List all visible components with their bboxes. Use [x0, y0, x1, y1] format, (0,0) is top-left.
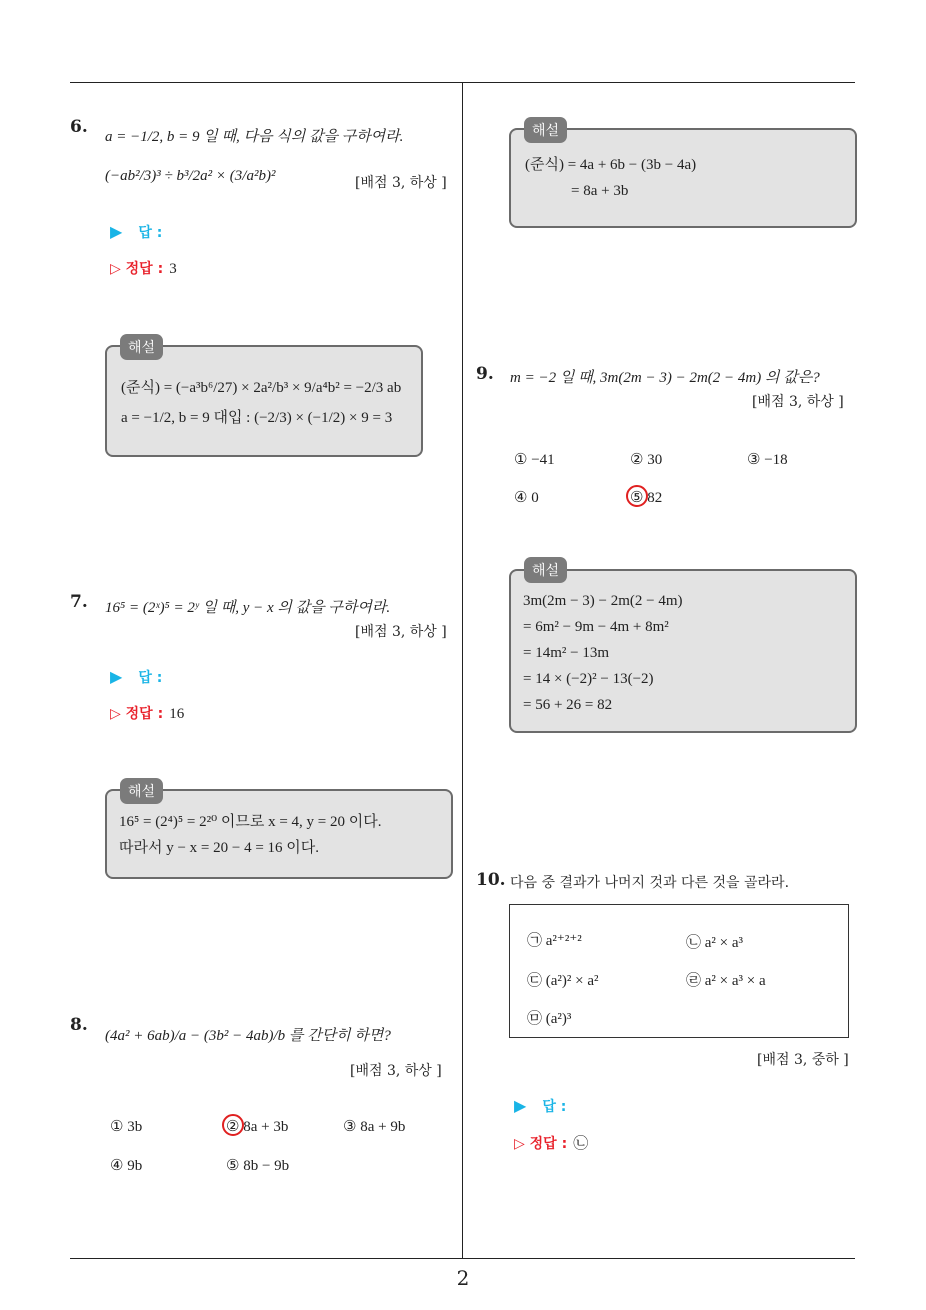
- correct-label: 정답 :: [125, 261, 164, 277]
- q7-answer-line[interactable]: [110, 667, 162, 687]
- q8-line1: (4a² + 6ab)/a − (3b² − 4ab)/b 를 간단히 하면?: [105, 1028, 391, 1044]
- answer-label: 답 :: [138, 670, 163, 686]
- q10-answer-line[interactable]: [514, 1096, 566, 1116]
- q10-item-3: ㉢ (a²)² × a²: [527, 973, 599, 989]
- play-triangle-icon: ▶: [110, 667, 123, 686]
- q9-solution-line1: 3m(2m − 3) − 2m(2 − 4m): [523, 593, 683, 609]
- outline-triangle-icon: ▷: [514, 1136, 525, 1152]
- q7-correct-value: 16: [169, 706, 185, 722]
- q7-number: 7.: [70, 592, 88, 612]
- q8-solution-line2: = 8a + 3b: [571, 183, 629, 199]
- q9-number: 9.: [476, 364, 494, 384]
- q10-number: 10.: [476, 870, 506, 890]
- q9-choice-2[interactable]: ② 30: [630, 452, 663, 468]
- q6-expression: (−ab²/3)³ ÷ b³/2a² × (3/a²b)²: [105, 168, 276, 184]
- correct-label: 정답 :: [529, 1136, 568, 1152]
- play-triangle-icon: ▶: [514, 1096, 527, 1115]
- q6-line1: a = −1/2, b = 9 일 때, 다음 식의 값을 구하여라.: [105, 129, 404, 145]
- q8-number: 8.: [70, 1015, 88, 1035]
- q10-item-2: ㉡ a² × a³: [686, 935, 744, 951]
- q10-line1: 다음 중 결과가 나머지 것과 다른 것을 골라라.: [510, 875, 790, 891]
- q8-choice-2[interactable]: ② 8a + 3b: [226, 1119, 289, 1135]
- q9-solution-tag: 해설: [524, 557, 567, 583]
- q10-item-1: ㉠ a²⁺²⁺²: [527, 933, 582, 949]
- q8-meta: [배점 3, 하상 ]: [350, 1063, 442, 1079]
- q10-correct: [514, 1132, 588, 1153]
- q9-solution-line2: = 6m² − 9m − 4m + 8m²: [523, 619, 669, 635]
- q7-solution-line1: 16⁵ = (2⁴)⁵ = 2²⁰ 이므로 x = 4, y = 20 이다.: [119, 814, 382, 830]
- q8-solution-tag: 해설: [524, 117, 567, 143]
- q10-item-5: ㉤ (a²)³: [527, 1011, 572, 1027]
- q10-meta: [배점 3, 중하 ]: [757, 1052, 849, 1068]
- q9-meta: [배점 3, 하상 ]: [752, 394, 844, 410]
- q9-solution-box: [509, 569, 857, 733]
- q9-choice-3[interactable]: ③ −18: [747, 452, 788, 468]
- q7-solution-line2: 따라서 y − x = 20 − 4 = 16 이다.: [119, 840, 320, 856]
- q6-correct: [110, 258, 177, 278]
- q6-meta: [배점 3, 하상 ]: [355, 175, 447, 191]
- column-divider: [462, 83, 463, 1258]
- q10-item-4: ㉣ a² × a³ × a: [686, 973, 766, 989]
- q9-line1: m = −2 일 때, 3m(2m − 3) − 2m(2 − 4m) 의 값은?: [510, 370, 820, 386]
- correct-label: 정답 :: [125, 706, 164, 722]
- answer-label: 답 :: [542, 1099, 567, 1115]
- q8-choice-4[interactable]: ④ 9b: [110, 1158, 143, 1174]
- q8-choice-5[interactable]: ⑤ 8b − 9b: [226, 1158, 290, 1174]
- page-number: 2: [456, 1266, 470, 1290]
- q7-meta: [배점 3, 하상 ]: [355, 624, 447, 640]
- q9-solution-line3: = 14m² − 13m: [523, 645, 610, 661]
- q8-selected-mark: [222, 1114, 244, 1136]
- q6-solution-line2: a = −1/2, b = 9 대입 : (−2/3) × (−1/2) × 9 = 3: [121, 410, 393, 426]
- q8-solution-box: [509, 128, 857, 228]
- q10-items-box: [509, 904, 849, 1038]
- q6-solution-tag: 해설: [120, 334, 163, 360]
- q8-choice-3[interactable]: ③ 8a + 9b: [343, 1119, 406, 1135]
- q7-line1: 16⁵ = (2ˣ)⁵ = 2ʸ 일 때, y − x 의 값을 구하여라.: [105, 600, 391, 616]
- q9-solution-line4: = 14 × (−2)² − 13(−2): [523, 671, 654, 687]
- answer-label: 답 :: [138, 225, 163, 241]
- q10-correct-value: ㉡: [573, 1136, 589, 1152]
- q9-choice-1[interactable]: ① −41: [514, 452, 555, 468]
- q6-solution-box: [105, 345, 423, 457]
- q6-number: 6.: [70, 117, 88, 137]
- q9-solution-line5: = 56 + 26 = 82: [523, 697, 613, 713]
- q6-solution-line1: (준식) = (−a³b⁶/27) × 2a²/b³ × 9/a⁴b² = −2/3 ab: [121, 380, 402, 396]
- q7-solution-tag: 해설: [120, 778, 163, 804]
- q8-choice-1[interactable]: ① 3b: [110, 1119, 143, 1135]
- outline-triangle-icon: ▷: [110, 706, 121, 722]
- q6-correct-value: 3: [169, 261, 177, 277]
- play-triangle-icon: ▶: [110, 222, 123, 241]
- outline-triangle-icon: ▷: [110, 261, 121, 277]
- q7-correct: [110, 703, 184, 723]
- q6-answer-line[interactable]: [110, 222, 162, 242]
- q9-choice-4[interactable]: ④ 0: [514, 490, 539, 506]
- q8-solution-line1: (준식) = 4a + 6b − (3b − 4a): [525, 157, 697, 173]
- bottom-rule: [70, 1258, 855, 1259]
- q9-selected-mark: [626, 485, 648, 507]
- q9-choice-5[interactable]: ⑤ 82: [630, 490, 663, 506]
